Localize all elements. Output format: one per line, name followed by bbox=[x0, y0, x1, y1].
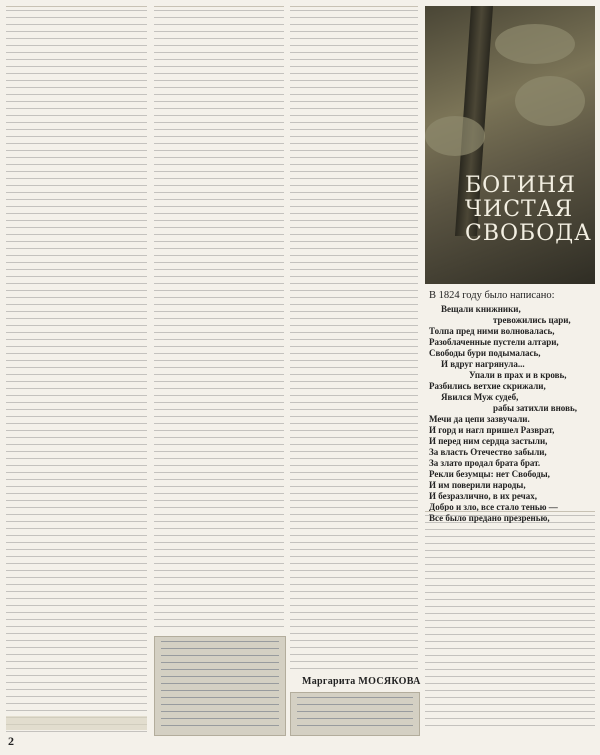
poem-line: Разбились ветхие скрижали, bbox=[429, 381, 546, 391]
poem-line: И горд и нагл пришел Разврат, bbox=[429, 425, 555, 435]
poem-line: рабы затихли вновь, bbox=[493, 403, 577, 413]
poem-intro: В 1824 году было написано: bbox=[429, 290, 555, 301]
body-text-block bbox=[6, 6, 147, 732]
feature-title-line: БОГИНЯ bbox=[465, 173, 576, 198]
poem-line: Добро и зло, все стало тенью — bbox=[429, 502, 558, 512]
poem-line: тревожились цари, bbox=[493, 315, 571, 325]
poem-line: Толпа пред ними волновалась, bbox=[429, 326, 555, 336]
poem-line: Вещали книжники, bbox=[441, 304, 521, 314]
poem-line: Мечи да цепи зазвучали. bbox=[429, 414, 530, 424]
poem-line: Все было предано презренью, bbox=[429, 513, 550, 523]
body-text-block bbox=[290, 6, 418, 670]
body-text-block bbox=[425, 511, 595, 732]
poem-line: И вдруг нагрянула... bbox=[441, 359, 525, 369]
feature-title-line: ЧИСТАЯ bbox=[465, 197, 574, 222]
author-note-box bbox=[154, 636, 286, 736]
article-column-1 bbox=[6, 6, 147, 733]
author-note-box bbox=[290, 692, 420, 736]
poem-line: За злато продал брата брат. bbox=[429, 458, 541, 468]
feature-title-line: СВОБОДА bbox=[465, 221, 592, 246]
poem-line: Разоблаченные пустели алтари, bbox=[429, 337, 559, 347]
text-highlight bbox=[6, 716, 147, 730]
feature-title bbox=[465, 174, 593, 246]
poem-line: И безразлично, в их речах, bbox=[429, 491, 538, 501]
body-text-block bbox=[154, 6, 284, 628]
poem-line: Явился Муж судеб, bbox=[441, 392, 519, 402]
article-column-2 bbox=[154, 6, 284, 733]
poem-block bbox=[429, 304, 591, 523]
foliage-shape bbox=[425, 116, 485, 156]
author-byline: Маргарита МОСЯКОВА bbox=[302, 676, 421, 687]
foliage-shape bbox=[495, 24, 575, 64]
foliage-shape bbox=[515, 76, 585, 126]
poem-line: И перед ним сердца застыли, bbox=[429, 436, 548, 446]
feature-column bbox=[425, 6, 595, 733]
page-number: 2 bbox=[8, 734, 14, 748]
poem-line: И им поверили народы, bbox=[429, 480, 526, 490]
poem-line: За власть Отечество забыли, bbox=[429, 447, 547, 457]
article-column-3 bbox=[290, 6, 418, 733]
poem-line: Рекли безумцы: нет Свободы, bbox=[429, 469, 550, 479]
poem-line: Свободы бури подымалась, bbox=[429, 348, 541, 358]
feature-photo bbox=[425, 6, 595, 284]
poem-line: Упали в прах и в кровь, bbox=[469, 370, 567, 380]
